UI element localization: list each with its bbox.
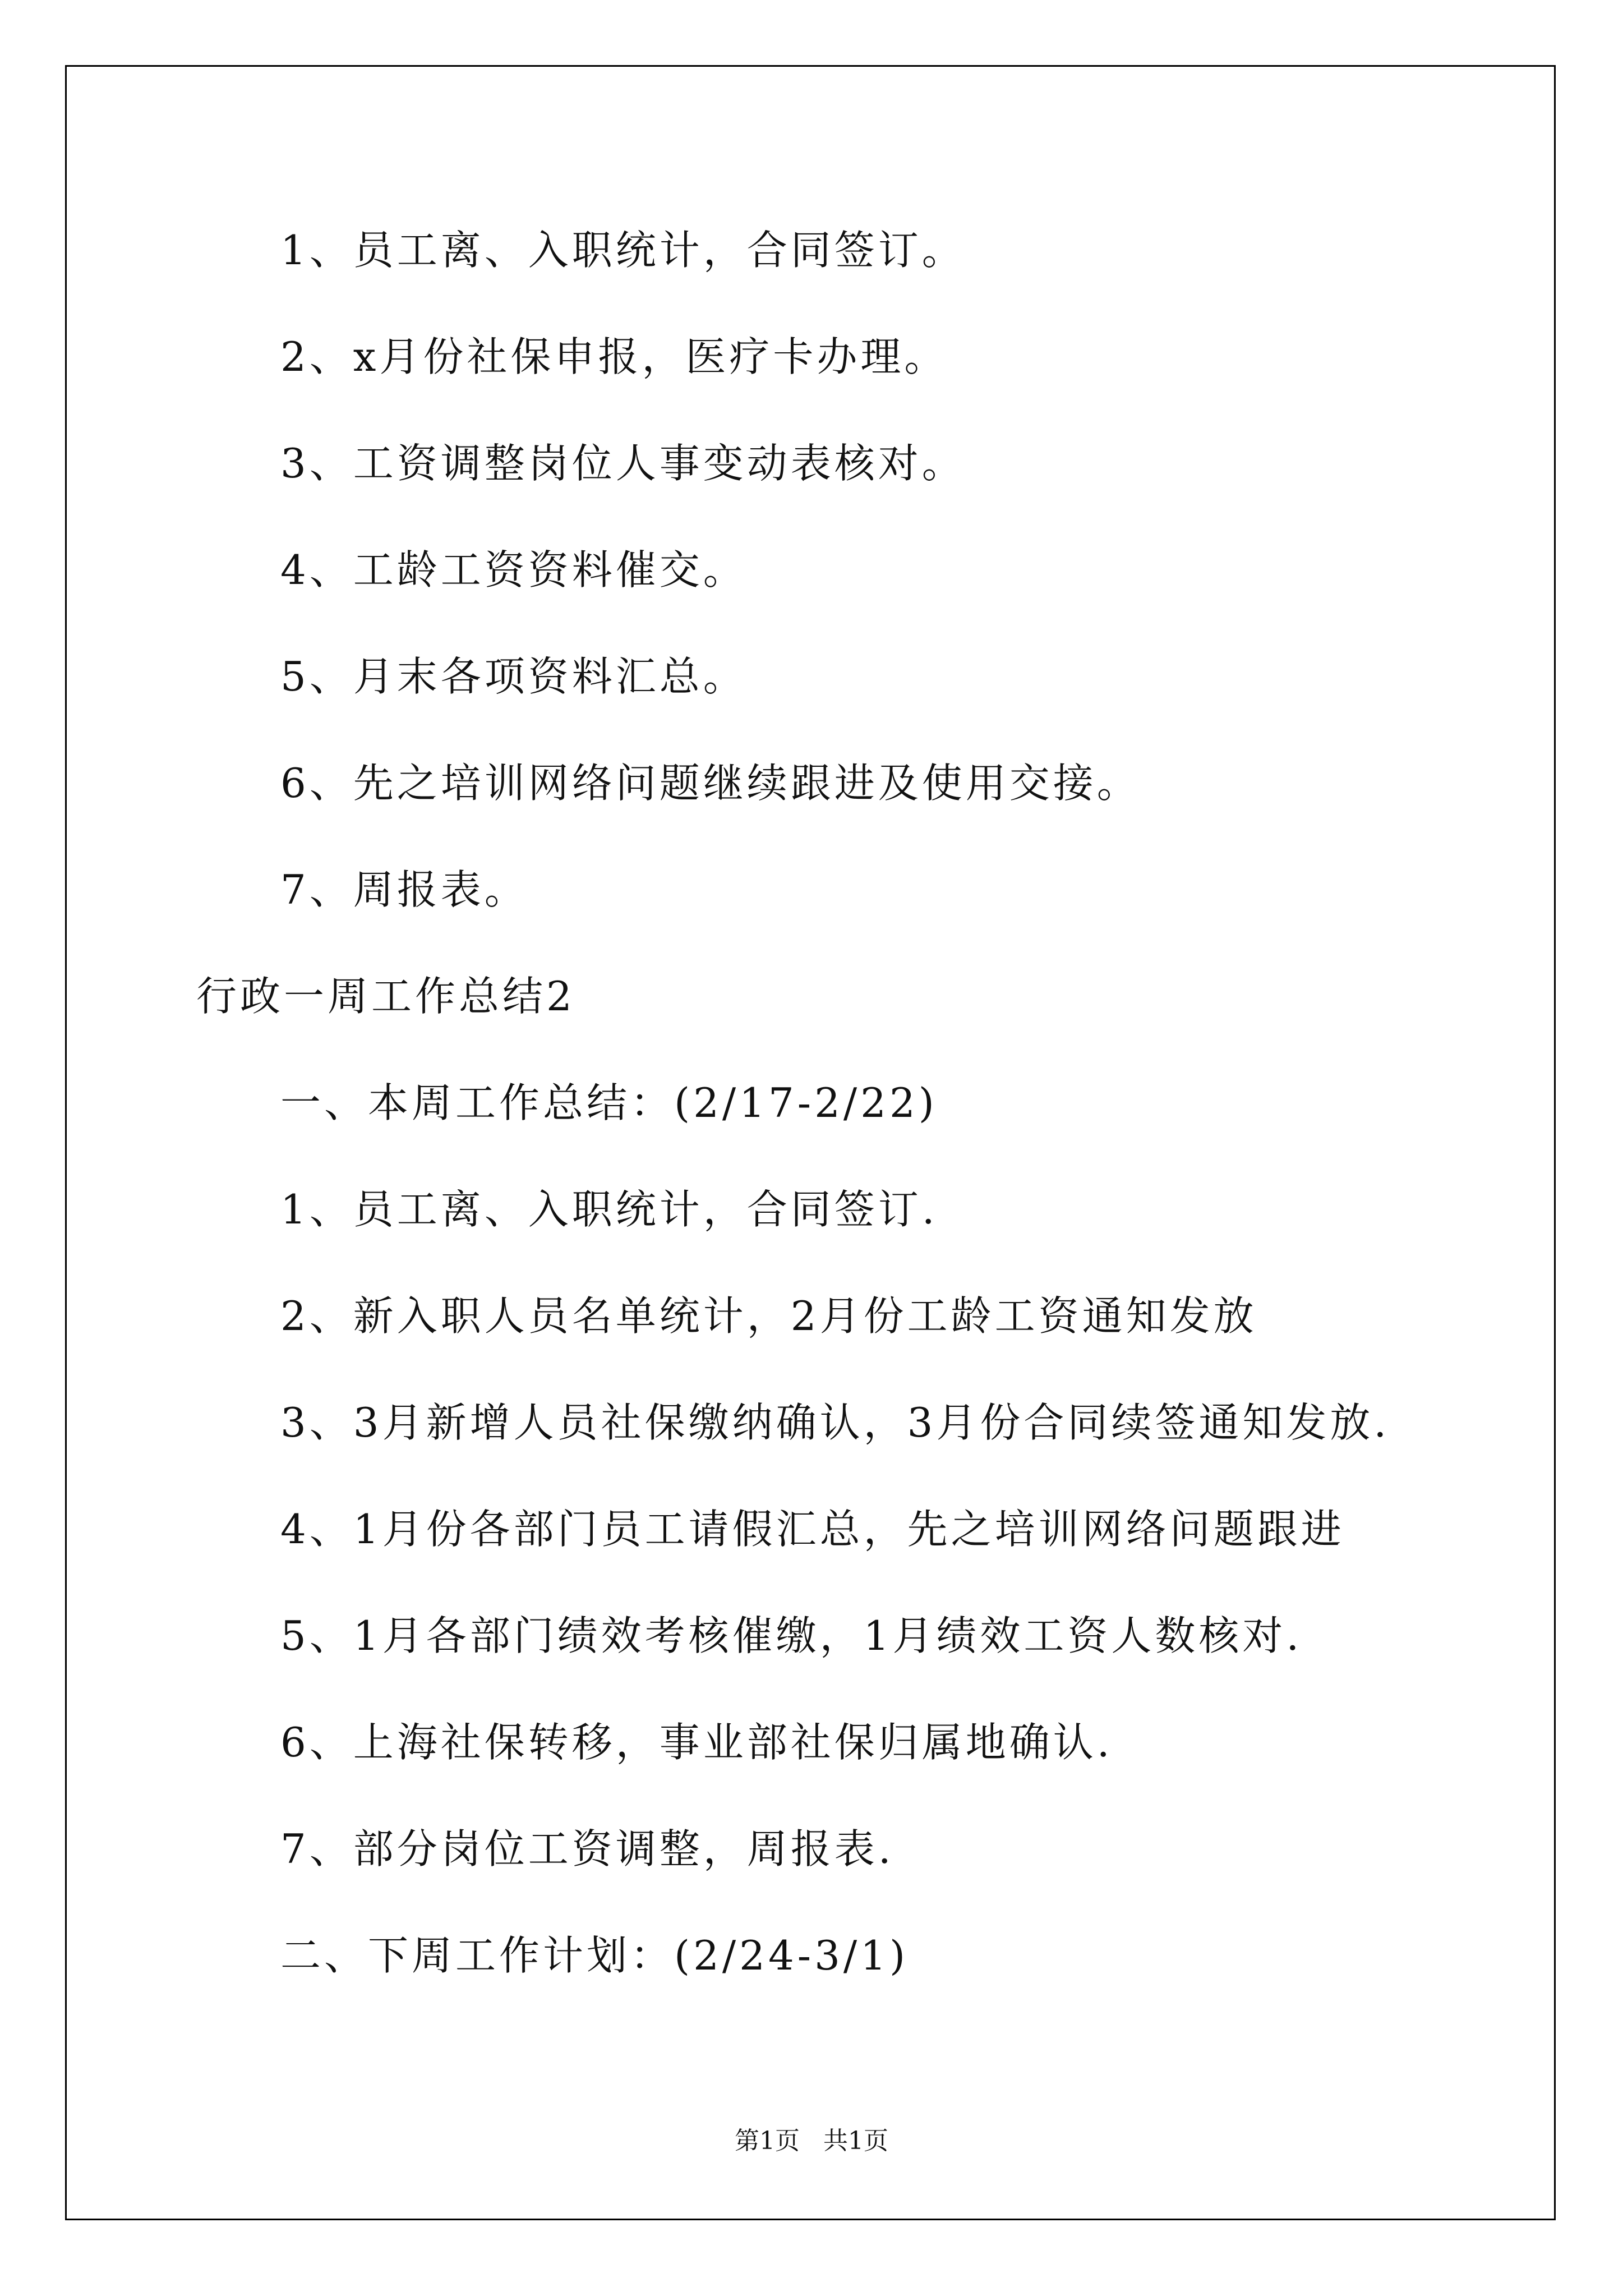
- section-heading: 行政一周工作总结2: [196, 973, 575, 1020]
- document-line: 4、1月份各部门员工请假汇总，先之培训网络问题跟进: [280, 1506, 1345, 1553]
- page-frame: [65, 65, 1556, 2220]
- document-line: 3、3月新增人员社保缴纳确认，3月份合同续签通知发放.: [280, 1399, 1390, 1446]
- document-line: 2、x月份社保申报，医疗卡办理。: [280, 333, 948, 380]
- subsection-heading: 二、下周工作计划：(2/24-3/1): [280, 1932, 909, 1979]
- document-line: 1、员工离、入职统计，合同签订。: [280, 227, 966, 274]
- document-line: 7、部分岗位工资调整，周报表.: [280, 1825, 895, 1872]
- document-line: 5、1月各部门绩效考核催缴，1月绩效工资人数核对.: [280, 1612, 1303, 1659]
- document-line: 6、上海社保转移，事业部社保归属地确认.: [280, 1719, 1113, 1766]
- document-line: 2、新入职人员名单统计，2月份工龄工资通知发放: [280, 1292, 1257, 1340]
- document-line: 3、工资调整岗位人事变动表核对。: [280, 440, 966, 487]
- document-line: 6、先之培训网络问题继续跟进及使用交接。: [280, 760, 1141, 807]
- document-line: 7、周报表。: [280, 866, 528, 913]
- page-footer: 第1页 共1页: [735, 2127, 888, 2155]
- document-line: 4、工龄工资资料催交。: [280, 546, 747, 593]
- document-line: 1、员工离、入职统计，合同签订.: [280, 1186, 938, 1233]
- subsection-heading: 一、本周工作总结：(2/17-2/22): [280, 1079, 938, 1126]
- document-line: 5、月末各项资料汇总。: [280, 653, 747, 700]
